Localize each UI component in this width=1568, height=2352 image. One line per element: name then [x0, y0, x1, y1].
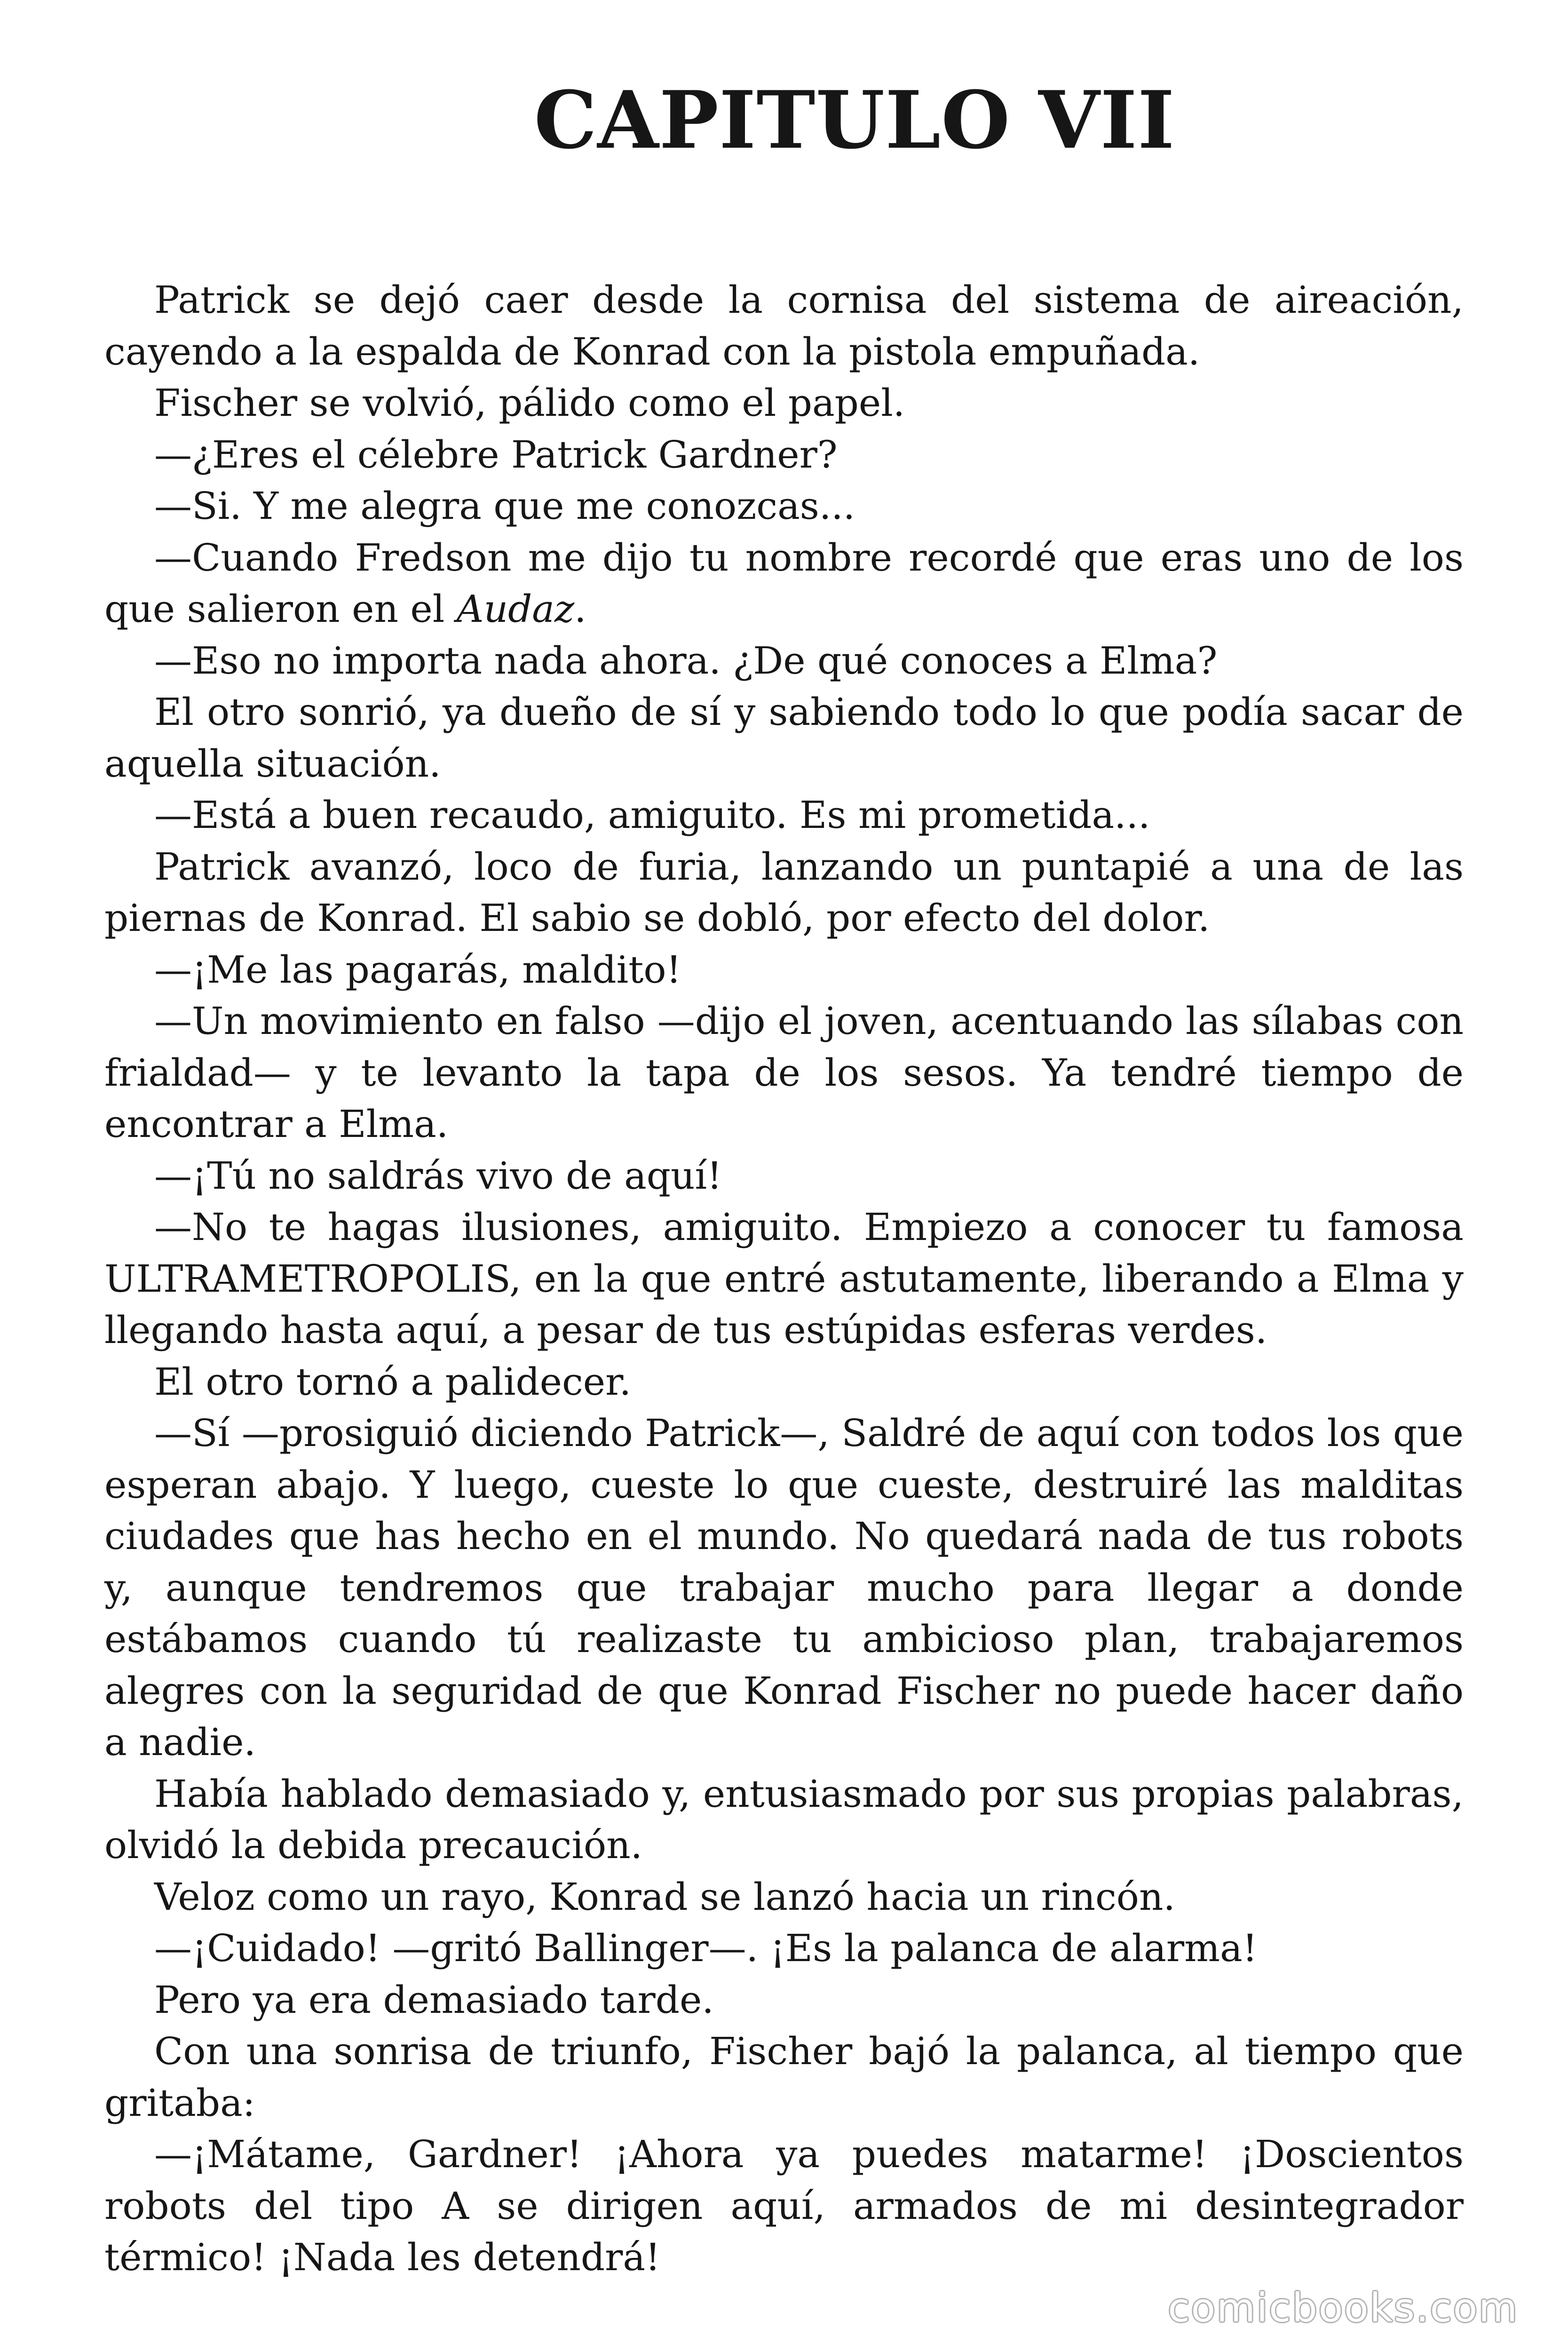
paragraph-text: —Cuando Fredson me dijo tu nombre recordé que eras uno de los que salieron en el — [104, 535, 1464, 631]
paragraph: Veloz como un rayo, Konrad se lanzó hacia un rincón. — [154, 1875, 1175, 1919]
paragraph: —Eso no importa nada ahora. ¿De qué conoces a Elma? — [154, 638, 1218, 683]
paragraph: —¡Me las pagarás, maldito! — [154, 947, 681, 992]
paragraph: —Está a buen recaudo, amiguito. Es mi prometida... — [154, 793, 1150, 837]
paragraph: —Un movimiento en falso —dijo el joven, acentuando las sílabas con frialdad— y te levanto la tapa de los sesos. Ya tendré tiempo de encontrar a Elma. — [104, 999, 1464, 1146]
paragraph: —Si. Y me alegra que me conozcas... — [154, 484, 855, 528]
paragraph: —¿Eres el célebre Patrick Gardner? — [154, 432, 838, 477]
paragraph: —No te hagas ilusiones, amiguito. Empiezo a conocer tu famosa ULTRAMETROPOLIS, en la que entré astutamente, liberando a Elma y llegando hasta aquí, a pesar de tus estúpidas esferas verdes. — [104, 1205, 1464, 1352]
body-text — [104, 274, 1464, 2283]
paragraph: Con una sonrisa de triunfo, Fischer bajó la palanca, al tiempo que gritaba: — [104, 2029, 1464, 2125]
paragraph: El otro sonrió, ya dueño de sí y sabiendo todo lo que podía sacar de aquella situación. — [104, 690, 1464, 786]
paragraph: Había hablado demasiado y, entusiasmado por sus propias palabras, olvidó la debida precaución. — [104, 1772, 1464, 1867]
watermark: comicbooks.com — [1168, 2285, 1519, 2331]
paragraph: —¡Mátame, Gardner! ¡Ahora ya puedes matarme! ¡Doscientos robots del tipo A se dirigen aquí, armados de mi desintegrador térmico! ¡Nada les detendrá! — [104, 2132, 1464, 2279]
paragraph: Patrick se dejó caer desde la cornisa del sistema de aireación, cayendo a la espalda de Konrad con la pistola empuñada. — [104, 278, 1464, 373]
paragraph: —Sí —prosiguió diciendo Patrick—, Saldré de aquí con todos los que esperan abajo. Y luego, cueste lo que cueste, destruiré las malditas ciudades que has hecho en el mundo. No quedará nada de tus robots y, aunque tendremos que trabajar mucho para llegar a donde estábamos cuando tú realizaste tu ambicioso plan, trabajaremos alegres con la seguridad de que Konrad Fischer no puede hacer daño a nadie. — [104, 1411, 1464, 1764]
paragraph: Fischer se volvió, pálido como el papel. — [154, 381, 905, 425]
chapter-title: CAPITULO VII — [534, 73, 1175, 167]
paragraph: —¡Cuidado! —gritó Ballinger—. ¡Es la palanca de alarma! — [154, 1926, 1258, 1970]
paragraph: Pero ya era demasiado tarde. — [154, 1978, 714, 2022]
paragraph: —¡Tú no saldrás vivo de aquí! — [154, 1153, 722, 1198]
ship-name: Audaz — [456, 587, 575, 631]
paragraph: Patrick avanzó, loco de furia, lanzando un puntapié a una de las piernas de Konrad. El sabio se dobló, por efecto del dolor. — [104, 844, 1464, 940]
paragraph-text: . — [574, 587, 586, 631]
paragraph — [104, 532, 1464, 635]
paragraph: El otro tornó a palidecer. — [154, 1359, 632, 1404]
